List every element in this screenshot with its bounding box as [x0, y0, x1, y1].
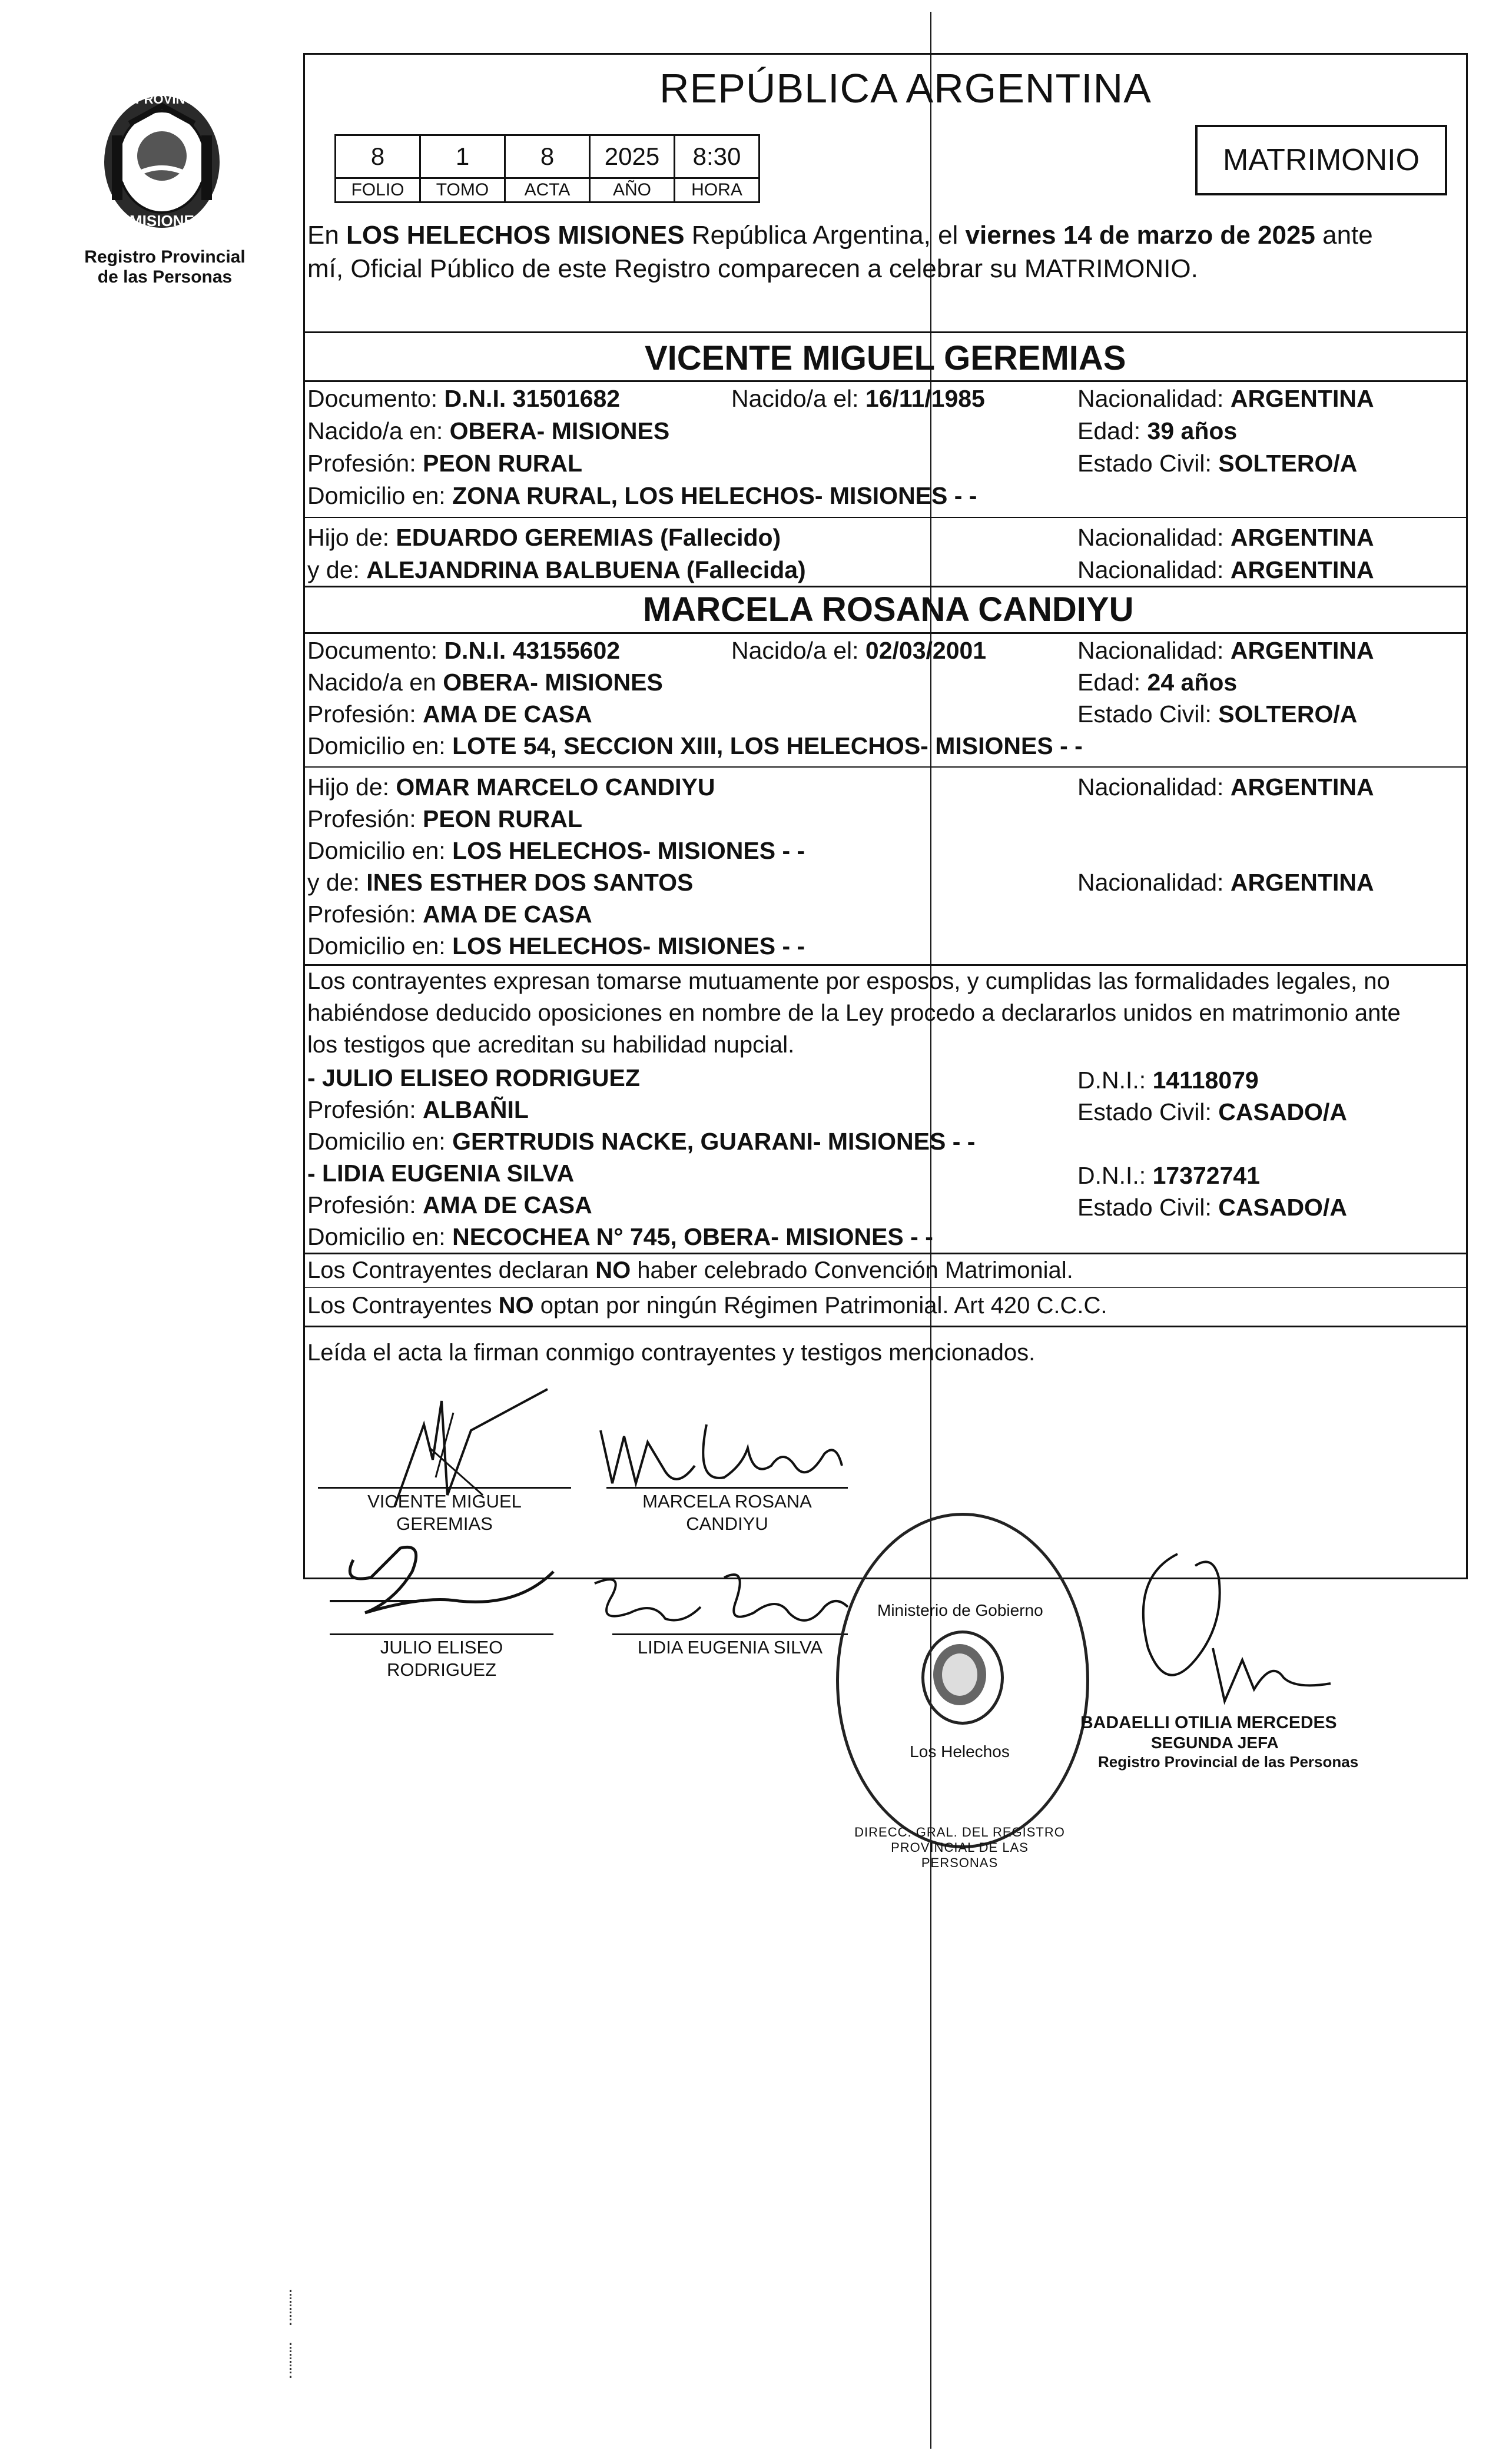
signature-label-3-line2: RODRIGUEZ — [387, 1659, 496, 1680]
witness2-civil-value: CASADO/A — [1218, 1194, 1347, 1221]
spouse2-father-nat-value: ARGENTINA — [1230, 773, 1374, 801]
witness1-name: - JULIO ELISEO RODRIGUEZ — [307, 1064, 640, 1091]
seal-outer-text: DIRECC. GRAL. DEL REGISTRO PROVINCIAL DE LAS PERSONAS — [854, 1825, 1065, 1870]
signature-line-3 — [330, 1633, 553, 1635]
spouse1-job — [307, 449, 582, 478]
signature-label-3 — [336, 1636, 548, 1681]
spouse1-doc-label: Documento: — [307, 385, 445, 412]
witness2-dni — [1077, 1161, 1260, 1190]
witness2-civil-label: Estado Civil: — [1077, 1194, 1219, 1221]
spouse1-mother-nat-label: Nacionalidad: — [1077, 556, 1231, 583]
document-title: REPÚBLICA ARGENTINA — [659, 65, 1152, 111]
spouse2-nat-value: ARGENTINA — [1230, 637, 1374, 664]
spouse1-nat-value: ARGENTINA — [1230, 385, 1374, 412]
spouse2-mother-job-label: Profesión: — [307, 901, 423, 928]
spouse2-mother-addr-label: Domicilio en: — [307, 932, 453, 959]
signature-marcela — [589, 1413, 848, 1495]
spouse2-mother-addr — [307, 931, 805, 961]
spouse2-mother — [307, 868, 693, 897]
convention-line2 — [307, 1291, 1107, 1320]
official-office: Registro Provincial de las Personas — [1098, 1753, 1359, 1771]
spouse2-job-label: Profesión: — [307, 700, 423, 728]
divider-closing — [303, 1326, 1468, 1327]
spouse1-father-label: Hijo de: — [307, 524, 396, 551]
witness1-dni-value: 14118079 — [1152, 1067, 1259, 1094]
spouse1-addr — [307, 481, 977, 510]
spouse2-civil-value: SOLTERO/A — [1218, 700, 1358, 728]
spouse1-born-value: 16/11/1985 — [865, 385, 985, 412]
seal-inner-top: Ministerio de Gobierno — [877, 1601, 1043, 1619]
spouse1-civil-value: SOLTERO/A — [1218, 450, 1358, 477]
witness2-job-label: Profesión: — [307, 1191, 423, 1218]
spouse1-birthplace-value: OBERA- MISIONES — [449, 417, 670, 444]
spouse2-birthplace-value: OBERA- MISIONES — [443, 669, 663, 696]
spouse1-birthplace-label: Nacido/a en: — [307, 417, 450, 444]
witness2-dni-label: D.N.I.: — [1077, 1162, 1153, 1189]
spouse2-mother-nat-value: ARGENTINA — [1230, 869, 1374, 896]
spouse2-doc — [307, 636, 620, 665]
signature-line-1 — [318, 1487, 571, 1489]
divider-convention-mid — [303, 1287, 1468, 1288]
spouse1-age-label: Edad: — [1077, 417, 1147, 444]
spouse1-age — [1077, 416, 1237, 446]
spouse1-name: VICENTE MIGUEL GEREMIAS — [645, 339, 1126, 377]
spouse2-father-job-label: Profesión: — [307, 805, 423, 832]
spouse1-father-nat — [1077, 523, 1374, 552]
spouse2-birthplace-label: Nacido/a en — [307, 669, 443, 696]
spouse2-mother-nat — [1077, 868, 1374, 897]
declaration-line2: habiéndose deducido oposiciones en nombre de la Ley procedo a declararlos unidos en matrimonio ante — [307, 1000, 1401, 1026]
spouse2-civil-label: Estado Civil: — [1077, 700, 1219, 728]
spouse2-doc-value: D.N.I. 43155602 — [444, 637, 621, 664]
divider-spouse1-parents — [303, 517, 1468, 518]
spouse1-addr-label: Domicilio en: — [307, 482, 453, 509]
official-name: BADAELLI OTILIA MERCEDES — [1080, 1713, 1337, 1732]
registry-name-line2: de las Personas — [97, 267, 233, 287]
intro-p1: En — [307, 221, 347, 250]
witness1-job-label: Profesión: — [307, 1096, 423, 1123]
frame-right — [1466, 53, 1468, 1578]
spouse2-addr — [307, 731, 1083, 761]
spouse1-job-label: Profesión: — [307, 450, 423, 477]
divider-convention — [303, 1253, 1468, 1254]
spouse1-nat — [1077, 384, 1374, 413]
declaration-line3: los testigos que acreditan su habilidad nupcial. — [307, 1032, 795, 1058]
witness2-job — [307, 1190, 592, 1220]
convention-l1-c: haber celebrado Convención Matrimonial. — [631, 1257, 1073, 1283]
spouse1-mother-label: y de: — [307, 556, 367, 583]
spouse1-nat-label: Nacionalidad: — [1077, 385, 1231, 412]
divider-spouse2-data — [303, 632, 1468, 634]
signature-label-2-line1: MARCELA ROSANA — [642, 1491, 812, 1512]
spouse1-mother — [307, 555, 806, 585]
margin-mark-1 — [290, 2290, 291, 2325]
spouse2-father-value: OMAR MARCELO CANDIYU — [396, 773, 715, 801]
spouse1-doc — [307, 384, 620, 413]
spouse2-name: MARCELA ROSANA CANDIYU — [643, 590, 1134, 629]
intro-line1 — [307, 221, 1373, 250]
spouse1-age-value: 39 años — [1147, 417, 1238, 444]
spouse2-mother-nat-label: Nacionalidad: — [1077, 869, 1231, 896]
spouse2-father-label: Hijo de: — [307, 773, 396, 801]
signature-line-2 — [606, 1487, 848, 1489]
folio-label: FOLIO — [336, 178, 420, 202]
witness2-dni-value: 17372741 — [1152, 1162, 1260, 1189]
spouse2-mother-value: INES ESTHER DOS SANTOS — [366, 869, 694, 896]
spouse2-age — [1077, 668, 1237, 697]
registry-name-line1: Registro Provincial — [84, 247, 246, 267]
spouse2-father-job-value: PEON RURAL — [423, 805, 583, 832]
spouse1-civil-label: Estado Civil: — [1077, 450, 1219, 477]
spouse2-addr-value: LOTE 54, SECCION XIII, LOS HELECHOS- MISIONES - - — [452, 732, 1083, 759]
folio-value: 8 — [336, 135, 420, 178]
signature-label-4: LIDIA EUGENIA SILVA — [637, 1637, 823, 1658]
spouse2-job-value: AMA DE CASA — [423, 700, 592, 728]
witness2-civil — [1077, 1193, 1347, 1222]
seal-emblem-icon — [927, 1639, 992, 1710]
spouse1-birthplace — [307, 416, 669, 446]
spouse1-mother-nat — [1077, 555, 1374, 585]
spouse2-addr-label: Domicilio en: — [307, 732, 453, 759]
intro-p3: ante — [1315, 221, 1373, 250]
witness1-civil-value: CASADO/A — [1218, 1098, 1347, 1125]
spouse2-mother-job-value: AMA DE CASA — [423, 901, 592, 928]
record-table — [334, 134, 760, 203]
hora-value: 8:30 — [675, 135, 760, 178]
convention-l2-a: Los Contrayentes — [307, 1293, 499, 1319]
acta-label: ACTA — [505, 178, 590, 202]
signature-label-3-line1: JULIO ELISEO — [380, 1637, 503, 1658]
registry-name — [77, 247, 253, 287]
spouse2-mother-job — [307, 899, 592, 929]
frame-left — [303, 53, 305, 1578]
spouse2-father-addr-value: LOS HELECHOS- MISIONES - - — [452, 837, 805, 864]
convention-l1-a: Los Contrayentes declaran — [307, 1257, 596, 1283]
spouse1-father-nat-label: Nacionalidad: — [1077, 524, 1231, 551]
signature-official — [1107, 1542, 1366, 1719]
witness1-job-value: ALBAÑIL — [423, 1096, 529, 1123]
witness1-job — [307, 1095, 529, 1124]
divider-spouse2 — [303, 586, 1468, 587]
witness1-dni-label: D.N.I.: — [1077, 1067, 1153, 1094]
spouse1-father-nat-value: ARGENTINA — [1230, 524, 1374, 551]
acta-value: 8 — [505, 135, 590, 178]
spouse1-born-label: Nacido/a el: — [731, 385, 865, 412]
spouse2-father-nat — [1077, 772, 1374, 802]
signature-label-1-line2: GEREMIAS — [396, 1513, 493, 1534]
declaration-line1: Los contrayentes expresan tomarse mutuamente por esposos, y cumplidas las formalidades legales, no — [307, 968, 1390, 994]
frame-top — [303, 53, 1468, 55]
divider-spouse1 — [303, 380, 1468, 382]
official-title: SEGUNDA JEFA — [1151, 1734, 1279, 1752]
convention-l2-b: NO — [498, 1293, 534, 1319]
spouse2-father-addr — [307, 836, 805, 865]
witness1-addr-value: GERTRUDIS NACKE, GUARANI- MISIONES - - — [452, 1128, 976, 1155]
signature-label-1 — [330, 1490, 559, 1535]
signature-julio — [306, 1536, 577, 1631]
spouse1-job-value: PEON RURAL — [423, 450, 583, 477]
hora-label: HORA — [675, 178, 760, 202]
spouse2-doc-label: Documento: — [307, 637, 445, 664]
spouse1-addr-value: ZONA RURAL, LOS HELECHOS- MISIONES - - — [452, 482, 977, 509]
logo-text-bottom: MISIONES — [130, 212, 205, 230]
spouse1-father — [307, 523, 781, 552]
spouse2-father-addr-label: Domicilio en: — [307, 837, 453, 864]
witness1-dni — [1077, 1065, 1259, 1095]
spouse2-age-value: 24 años — [1147, 669, 1238, 696]
signature-label-2 — [615, 1490, 839, 1535]
witness1-addr-label: Domicilio en: — [307, 1128, 453, 1155]
spouse2-civil — [1077, 699, 1357, 729]
tomo-value: 1 — [420, 135, 505, 178]
spouse2-nat-label: Nacionalidad: — [1077, 637, 1231, 664]
margin-mark-2 — [290, 2343, 291, 2378]
signature-label-2-line2: CANDIYU — [686, 1513, 768, 1534]
convention-l2-c: optan por ningún Régimen Patrimonial. Art 420 C.C.C. — [533, 1293, 1107, 1319]
spouse2-nat — [1077, 636, 1374, 665]
logo-text-top: PROVINCIA DE — [135, 92, 229, 107]
spouse1-doc-value: D.N.I. 31501682 — [444, 385, 621, 412]
spouse2-father-nat-label: Nacionalidad: — [1077, 773, 1231, 801]
witness2-addr-value: NECOCHEA N° 745, OBERA- MISIONES - - — [452, 1223, 933, 1250]
spouse2-job — [307, 699, 592, 729]
spouse2-mother-addr-value: LOS HELECHOS- MISIONES - - — [452, 932, 805, 959]
divider-header — [303, 331, 1468, 333]
tomo-label: TOMO — [420, 178, 505, 202]
spouse2-father-job — [307, 804, 582, 833]
spouse2-father — [307, 772, 715, 802]
signature-label-1-line1: VICENTE MIGUEL — [367, 1491, 522, 1512]
intro-line2: mí, Oficial Público de este Registro comparecen a celebrar su MATRIMONIO. — [307, 254, 1198, 283]
divider-spouse2-parents — [303, 766, 1468, 768]
spouse2-born-label: Nacido/a el: — [731, 637, 865, 664]
spouse2-birthplace — [307, 668, 663, 697]
spouse1-mother-value: ALEJANDRINA BALBUENA (Fallecida) — [366, 556, 806, 583]
spouse1-civil — [1077, 449, 1357, 478]
spouse1-mother-nat-value: ARGENTINA — [1230, 556, 1374, 583]
spouse2-born — [731, 636, 986, 665]
intro-p2: República Argentina, el — [684, 221, 966, 250]
witness2-job-value: AMA DE CASA — [423, 1191, 592, 1218]
spouse2-mother-label: y de: — [307, 869, 367, 896]
spouse1-born — [731, 384, 985, 413]
intro-place: LOS HELECHOS MISIONES — [346, 221, 685, 250]
ano-label: AÑO — [590, 178, 675, 202]
closing-text: Leída el acta la firman conmigo contrayentes y testigos mencionados. — [307, 1340, 1036, 1366]
signature-line-4 — [612, 1633, 848, 1635]
signature-lidia — [577, 1560, 860, 1636]
spouse1-father-value: EDUARDO GEREMIAS (Fallecido) — [396, 524, 781, 551]
witness2-addr — [307, 1222, 933, 1251]
intro-date: viernes 14 de marzo de 2025 — [965, 221, 1315, 250]
convention-line1 — [307, 1256, 1073, 1285]
seal-inner-bottom: Los Helechos — [910, 1742, 1010, 1761]
ano-value: 2025 — [590, 135, 675, 178]
witness1-addr — [307, 1127, 975, 1156]
convention-l1-b: NO — [595, 1257, 631, 1283]
registry-logo — [88, 88, 236, 235]
witness2-addr-label: Domicilio en: — [307, 1223, 453, 1250]
spouse2-age-label: Edad: — [1077, 669, 1147, 696]
record-type-box: MATRIMONIO — [1195, 125, 1447, 195]
divider-declaration — [303, 964, 1468, 966]
witness1-civil-label: Estado Civil: — [1077, 1098, 1219, 1125]
witness2-name: - LIDIA EUGENIA SILVA — [307, 1160, 575, 1187]
witness1-civil — [1077, 1097, 1347, 1127]
spouse2-born-value: 02/03/2001 — [865, 637, 987, 664]
